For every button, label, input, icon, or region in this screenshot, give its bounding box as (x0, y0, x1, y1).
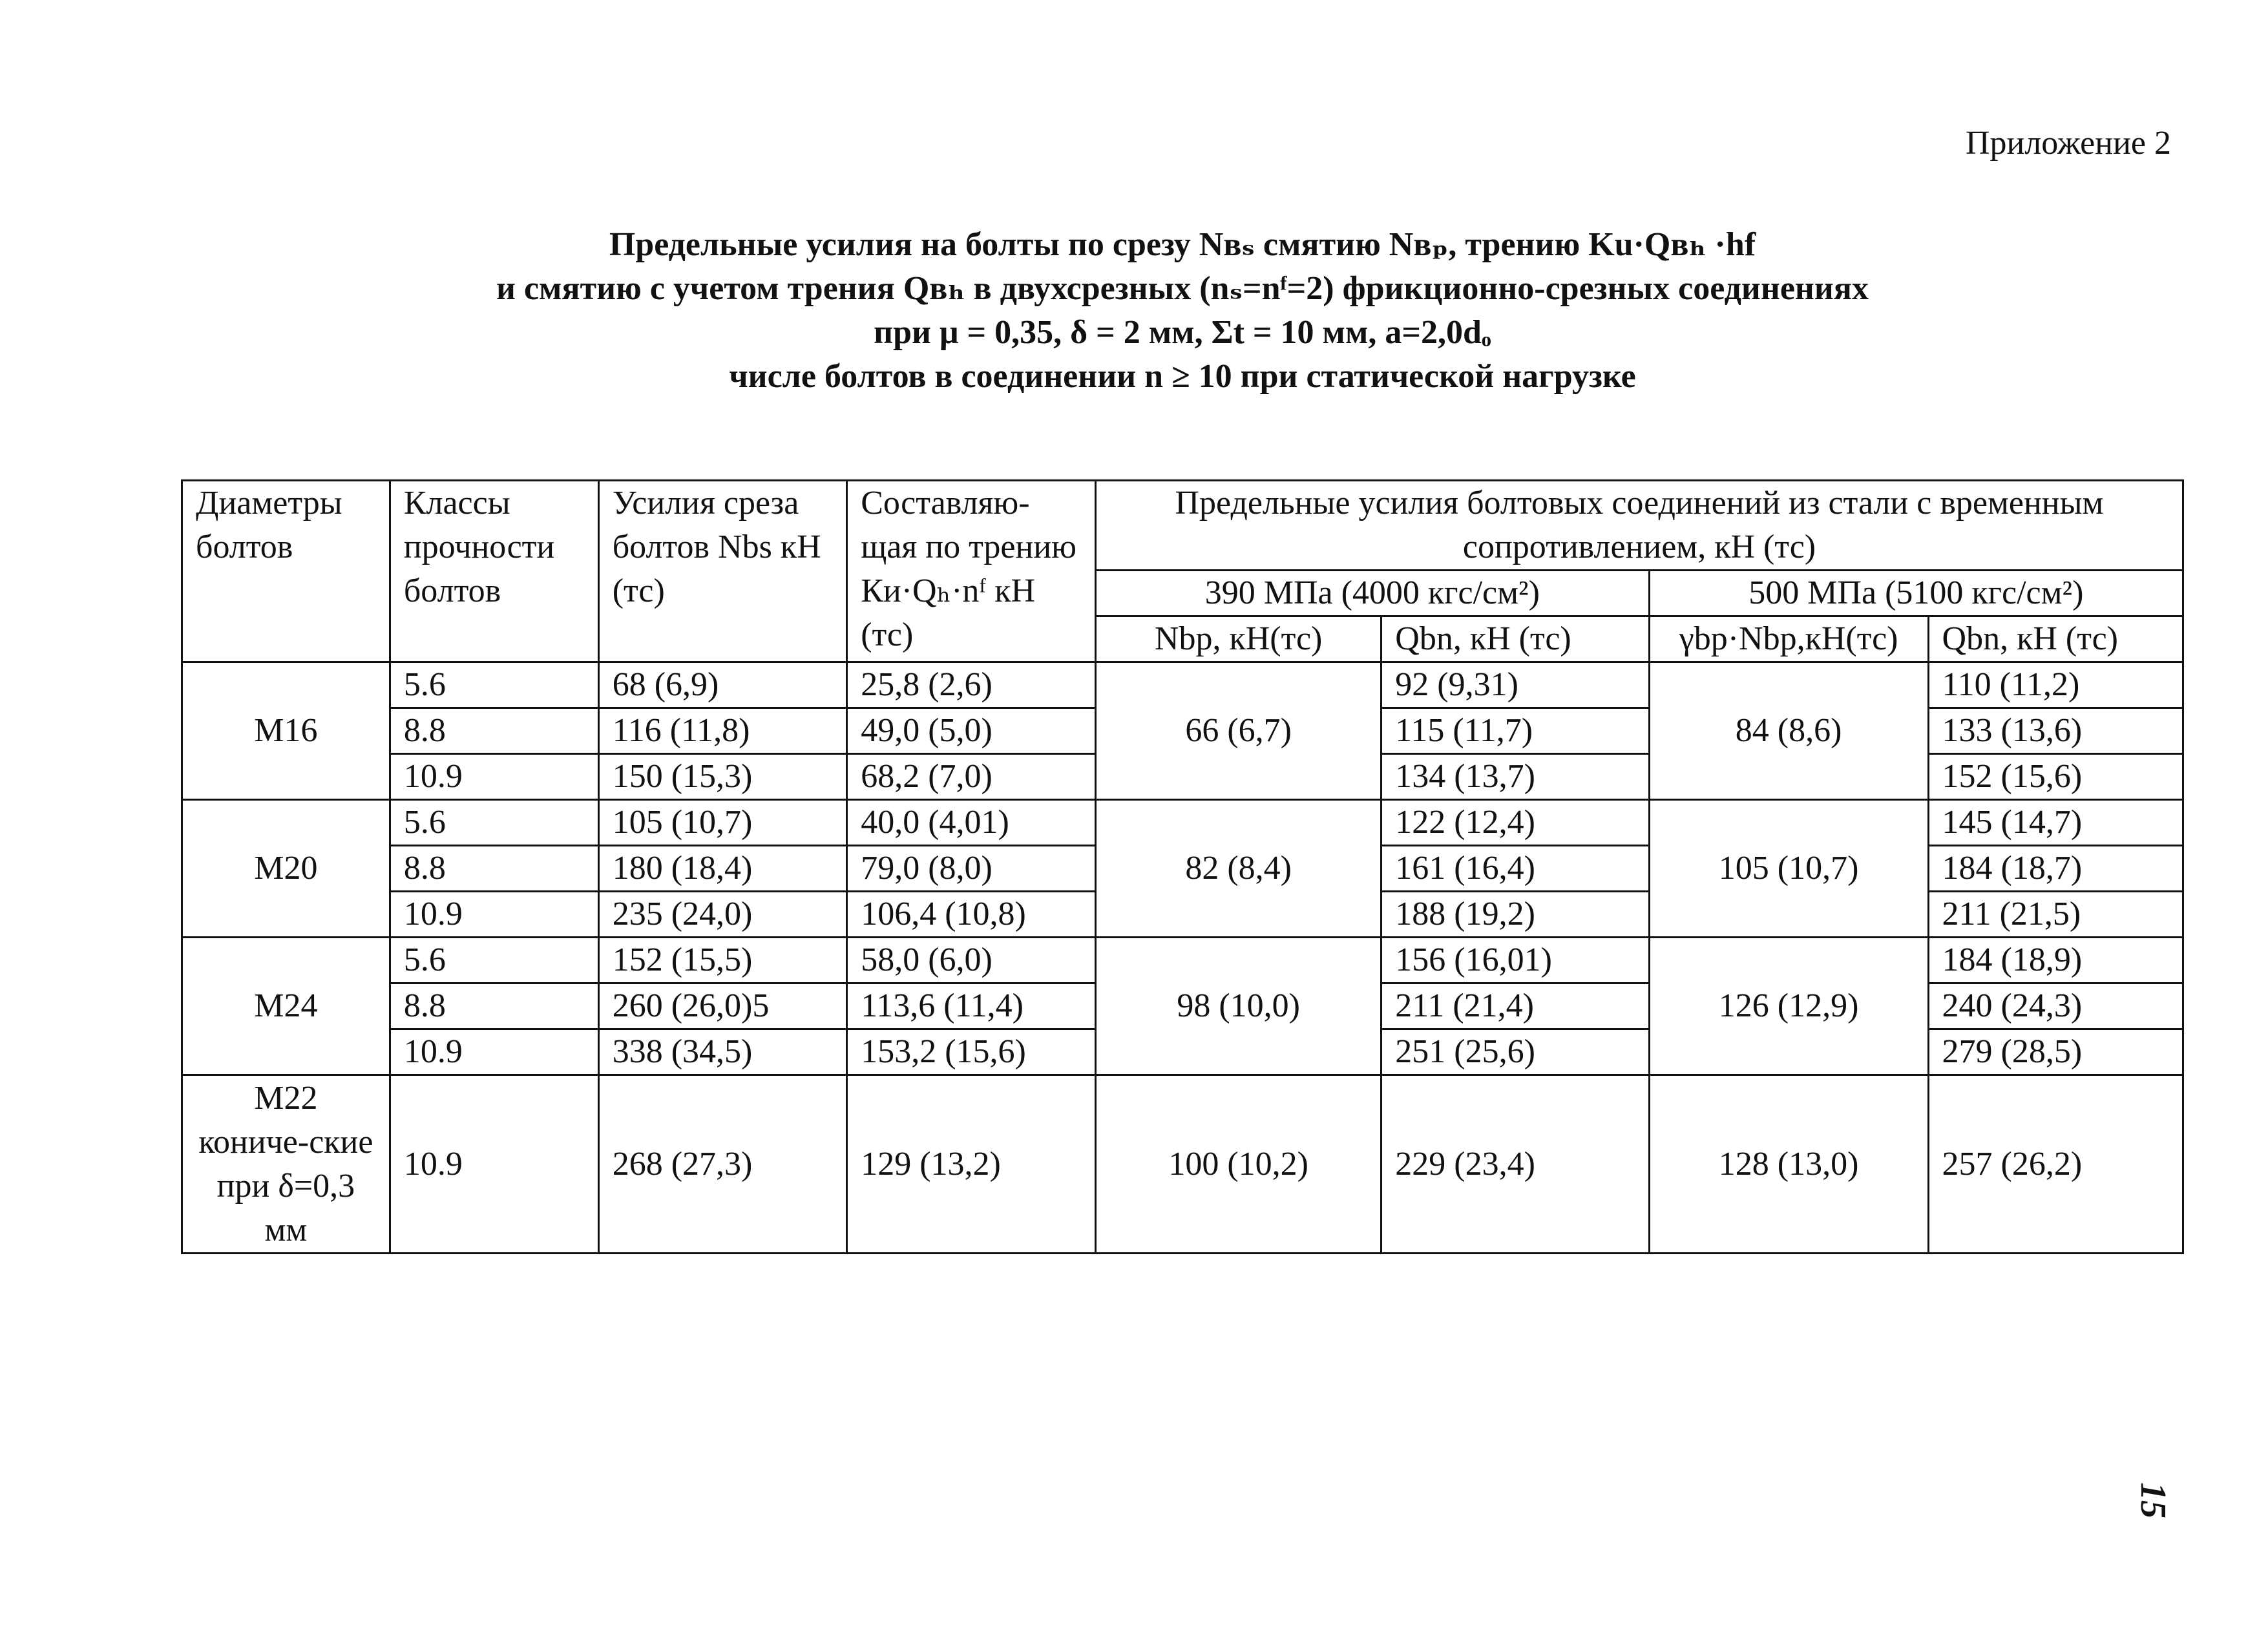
qbn-500-cell: 279 (28,5) (1928, 1029, 2183, 1075)
shear-cell: 152 (15,5) (598, 938, 847, 983)
qbn-500-cell: 211 (21,5) (1928, 892, 2183, 938)
qbn-500-cell: 152 (15,6) (1928, 754, 2183, 800)
qbn-390-cell: 92 (9,31) (1381, 662, 1649, 708)
qbn-390-cell: 122 (12,4) (1381, 800, 1649, 846)
class-cell: 10.9 (390, 754, 598, 800)
shear-cell: 116 (11,8) (598, 708, 847, 754)
friction-cell: 49,0 (5,0) (847, 708, 1096, 754)
header-classes: Классы прочности болтов (390, 481, 598, 662)
appendix-label: Приложение 2 (1965, 125, 2171, 162)
qbn-390-cell: 161 (16,4) (1381, 846, 1649, 892)
header-qbn-500: Qbn, кН (тс) (1928, 616, 2183, 662)
header-gamma-nbp: γbp·Nbp,кН(тс) (1649, 616, 1928, 662)
diameter-cell: М16 (182, 662, 390, 800)
gamma-nbp-cell: 84 (8,6) (1649, 662, 1928, 800)
qbn-500-cell: 240 (24,3) (1928, 983, 2183, 1029)
gamma-nbp-cell: 126 (12,9) (1649, 938, 1928, 1075)
title-line-2: и смятию с учетом трения Qвₕ в двухсрезных (nₛ=nᶠ=2) фрикционно-срезных соединениях (496, 270, 1869, 307)
table-title (181, 223, 2184, 399)
shear-cell: 235 (24,0) (598, 892, 847, 938)
qbn-390-cell: 229 (23,4) (1381, 1075, 1649, 1254)
qbn-390-cell: 251 (25,6) (1381, 1029, 1649, 1075)
diameter-cell: М24 (182, 938, 390, 1075)
qbn-390-cell: 188 (19,2) (1381, 892, 1649, 938)
header-shear: Усилия среза болтов Nbs кН (тс) (598, 481, 847, 662)
header-steel-390: 390 МПа (4000 кгс/см²) (1095, 571, 1649, 616)
qbn-500-cell: 257 (26,2) (1928, 1075, 2183, 1254)
qbn-500-cell: 184 (18,7) (1928, 846, 2183, 892)
header-friction: Составляю-щая по трению Ки·Qₕ·nᶠ кН (тс) (847, 481, 1096, 662)
class-cell: 10.9 (390, 1075, 598, 1254)
diameter-cell: М22 кониче-ские при δ=0,3 мм (182, 1075, 390, 1254)
nbp-cell: 66 (6,7) (1095, 662, 1381, 800)
qbn-500-cell: 184 (18,9) (1928, 938, 2183, 983)
class-cell: 8.8 (390, 983, 598, 1029)
gamma-nbp-cell: 128 (13,0) (1649, 1075, 1928, 1254)
table-row (182, 938, 2183, 983)
class-cell: 10.9 (390, 1029, 598, 1075)
nbp-cell: 100 (10,2) (1095, 1075, 1381, 1254)
bolt-limit-table (181, 479, 2184, 1254)
qbn-390-cell: 211 (21,4) (1381, 983, 1649, 1029)
friction-cell: 129 (13,2) (847, 1075, 1096, 1254)
header-nbp: Nbp, кН(тс) (1095, 616, 1381, 662)
shear-cell: 105 (10,7) (598, 800, 847, 846)
header-limit-forces: Предельные усилия болтовых соединений из стали с временным сопротивлением, кН (тс) (1095, 481, 2183, 571)
qbn-500-cell: 110 (11,2) (1928, 662, 2183, 708)
qbn-390-cell: 156 (16,01) (1381, 938, 1649, 983)
class-cell: 10.9 (390, 892, 598, 938)
table-row (182, 1075, 2183, 1254)
qbn-390-cell: 134 (13,7) (1381, 754, 1649, 800)
nbp-cell: 82 (8,4) (1095, 800, 1381, 938)
class-cell: 8.8 (390, 846, 598, 892)
class-cell: 5.6 (390, 800, 598, 846)
header-steel-500: 500 МПа (5100 кгс/см²) (1649, 571, 2183, 616)
shear-cell: 268 (27,3) (598, 1075, 847, 1254)
title-line-4: числе болтов в соединении n ≥ 10 при статической нагрузке (729, 358, 1636, 395)
class-cell: 8.8 (390, 708, 598, 754)
shear-cell: 338 (34,5) (598, 1029, 847, 1075)
shear-cell: 260 (26,0)5 (598, 983, 847, 1029)
shear-cell: 68 (6,9) (598, 662, 847, 708)
nbp-cell: 98 (10,0) (1095, 938, 1381, 1075)
friction-cell: 25,8 (2,6) (847, 662, 1096, 708)
qbn-500-cell: 133 (13,6) (1928, 708, 2183, 754)
friction-cell: 106,4 (10,8) (847, 892, 1096, 938)
qbn-500-cell: 145 (14,7) (1928, 800, 2183, 846)
shear-cell: 180 (18,4) (598, 846, 847, 892)
friction-cell: 113,6 (11,4) (847, 983, 1096, 1029)
header-diameters: Диаметры болтов (182, 481, 390, 662)
title-line-1: Предельные усилия на болты по срезу Nвₛ смятию Nвₚ, трению Ku·Qвₕ ·hf (609, 226, 1756, 263)
friction-cell: 79,0 (8,0) (847, 846, 1096, 892)
friction-cell: 68,2 (7,0) (847, 754, 1096, 800)
class-cell: 5.6 (390, 662, 598, 708)
page-number: 15 (2133, 1482, 2173, 1518)
friction-cell: 153,2 (15,6) (847, 1029, 1096, 1075)
qbn-390-cell: 115 (11,7) (1381, 708, 1649, 754)
friction-cell: 40,0 (4,01) (847, 800, 1096, 846)
shear-cell: 150 (15,3) (598, 754, 847, 800)
friction-cell: 58,0 (6,0) (847, 938, 1096, 983)
class-cell: 5.6 (390, 938, 598, 983)
gamma-nbp-cell: 105 (10,7) (1649, 800, 1928, 938)
title-line-3: при μ = 0,35, δ = 2 мм, Σt = 10 мм, a=2,0dₒ (874, 314, 1491, 351)
diameter-cell: М20 (182, 800, 390, 938)
table-row (182, 662, 2183, 708)
header-qbn-390: Qbn, кН (тс) (1381, 616, 1649, 662)
table-row (182, 800, 2183, 846)
